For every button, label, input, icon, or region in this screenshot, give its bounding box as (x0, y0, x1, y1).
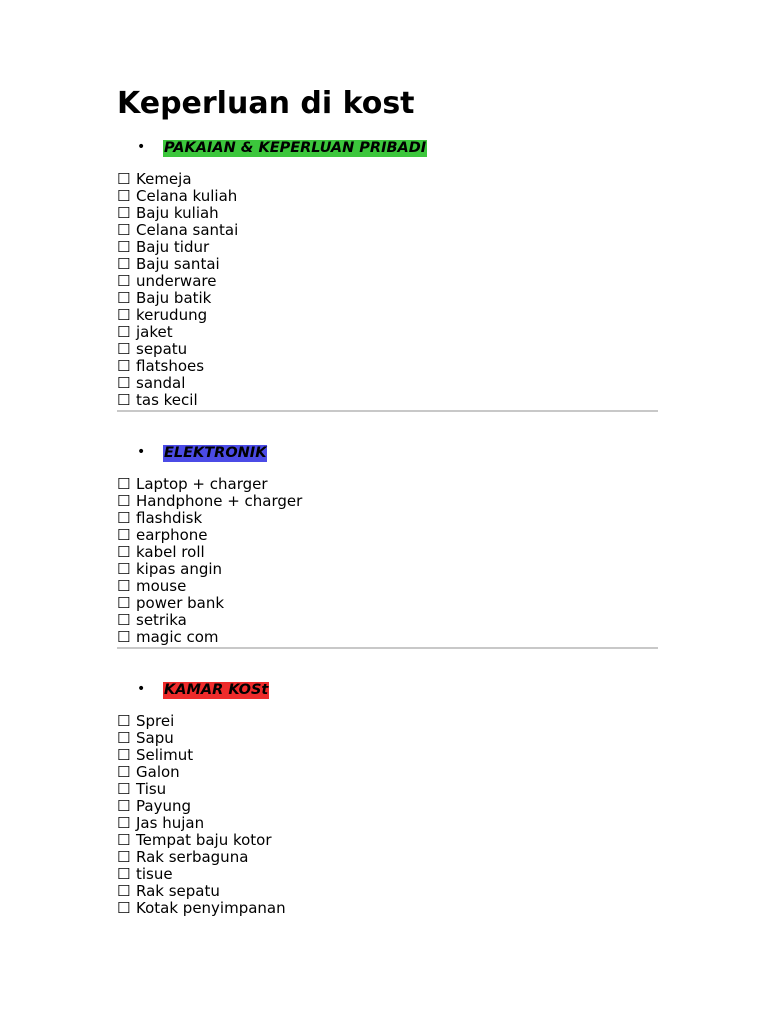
item-label: underware (136, 272, 217, 290)
item-label: Tisu (136, 780, 167, 798)
checkbox-icon[interactable]: ☐ (117, 712, 131, 730)
item-label: sandal (136, 374, 186, 392)
checklist-item (117, 290, 658, 307)
item-label: Baju batik (136, 289, 212, 307)
checkbox-icon[interactable]: ☐ (117, 272, 131, 290)
item-label: magic com (136, 628, 219, 646)
checklist-item (117, 307, 658, 324)
item-label: Selimut (136, 746, 194, 764)
checklist-item (117, 595, 658, 612)
checkbox-icon[interactable]: ☐ (117, 492, 131, 510)
checkbox-icon[interactable]: ☐ (117, 204, 131, 222)
checkbox-icon[interactable]: ☐ (117, 899, 131, 917)
item-label: Baju kuliah (136, 204, 219, 222)
checklist-item (117, 798, 658, 815)
checklist (117, 171, 658, 409)
checkbox-icon[interactable]: ☐ (117, 543, 131, 561)
checklist-item (117, 832, 658, 849)
section-label: PAKAIAN & KEPERLUAN PRIBADI (164, 140, 427, 156)
item-label: flashdisk (136, 509, 203, 527)
section-kamar-kost (117, 678, 658, 917)
checkbox-icon[interactable]: ☐ (117, 374, 131, 392)
section-pakaian (117, 136, 658, 412)
item-label: tas kecil (136, 391, 198, 409)
checklist (117, 476, 658, 646)
bullet-icon: • (137, 681, 146, 697)
checkbox-icon[interactable]: ☐ (117, 475, 131, 493)
checklist-item (117, 493, 658, 510)
checkbox-icon[interactable]: ☐ (117, 628, 131, 646)
item-label: tisue (136, 865, 173, 883)
checkbox-icon[interactable]: ☐ (117, 509, 131, 527)
section-label: ELEKTRONIK (164, 445, 267, 461)
checkbox-icon[interactable]: ☐ (117, 797, 131, 815)
checkbox-icon[interactable]: ☐ (117, 560, 131, 578)
checklist-item (117, 256, 658, 273)
checkbox-icon[interactable]: ☐ (117, 729, 131, 747)
checklist-item (117, 171, 658, 188)
checklist-item (117, 730, 658, 747)
checklist-item (117, 883, 658, 900)
checklist-item (117, 866, 658, 883)
checkbox-icon[interactable]: ☐ (117, 391, 131, 409)
item-label: mouse (136, 577, 187, 595)
item-label: setrika (136, 611, 187, 629)
checklist-item (117, 392, 658, 409)
checklist-item (117, 815, 658, 832)
checklist-item (117, 747, 658, 764)
checklist-item (117, 764, 658, 781)
item-label: Rak serbaguna (136, 848, 249, 866)
checkbox-icon[interactable]: ☐ (117, 255, 131, 273)
bullet-icon: • (137, 139, 146, 155)
item-label: Celana kuliah (136, 187, 238, 205)
checklist-item (117, 849, 658, 866)
checklist-item (117, 205, 658, 222)
checklist-item (117, 713, 658, 730)
item-label: Handphone + charger (136, 492, 303, 510)
item-label: Payung (136, 797, 191, 815)
item-label: Tempat baju kotor (136, 831, 272, 849)
checklist-item (117, 612, 658, 629)
checkbox-icon[interactable]: ☐ (117, 763, 131, 781)
item-label: Baju santai (136, 255, 220, 273)
checklist-item (117, 781, 658, 798)
bullet-icon: • (137, 444, 146, 460)
item-label: sepatu (136, 340, 188, 358)
checkbox-icon[interactable]: ☐ (117, 882, 131, 900)
item-label: Sapu (136, 729, 174, 747)
section-elektronik (117, 441, 658, 649)
section-heading (117, 136, 658, 158)
item-label: Kemeja (136, 170, 192, 188)
checkbox-icon[interactable]: ☐ (117, 814, 131, 832)
item-label: kerudung (136, 306, 208, 324)
checklist-item (117, 561, 658, 578)
checklist-item (117, 239, 658, 256)
checklist-item (117, 375, 658, 392)
section-divider (117, 410, 658, 412)
checklist-item (117, 324, 658, 341)
section-label: KAMAR KOSt (164, 682, 269, 698)
checkbox-icon[interactable]: ☐ (117, 831, 131, 849)
checkbox-icon[interactable]: ☐ (117, 577, 131, 595)
checkbox-icon[interactable]: ☐ (117, 221, 131, 239)
checkbox-icon[interactable]: ☐ (117, 340, 131, 358)
page-title: Keperluan di kost (117, 86, 415, 121)
item-label: Sprei (136, 712, 175, 730)
checklist-item (117, 544, 658, 561)
checklist-item (117, 578, 658, 595)
item-label: Laptop + charger (136, 475, 268, 493)
section-heading (117, 441, 658, 463)
item-label: kipas angin (136, 560, 223, 578)
item-label: Kotak penyimpanan (136, 899, 286, 917)
checkbox-icon[interactable]: ☐ (117, 187, 131, 205)
checkbox-icon[interactable]: ☐ (117, 323, 131, 341)
checkbox-icon[interactable]: ☐ (117, 746, 131, 764)
item-label: Jas hujan (136, 814, 205, 832)
item-label: jaket (136, 323, 173, 341)
checkbox-icon[interactable]: ☐ (117, 594, 131, 612)
checklist-item (117, 476, 658, 493)
item-label: flatshoes (136, 357, 205, 375)
checkbox-icon[interactable]: ☐ (117, 526, 131, 544)
checklist-item (117, 222, 658, 239)
item-label: kabel roll (136, 543, 205, 561)
checklist-item (117, 341, 658, 358)
checkbox-icon[interactable]: ☐ (117, 848, 131, 866)
checkbox-icon[interactable]: ☐ (117, 306, 131, 324)
section-divider (117, 647, 658, 649)
checklist-item (117, 273, 658, 290)
item-label: Rak sepatu (136, 882, 220, 900)
item-label: Galon (136, 763, 180, 781)
checklist-item (117, 900, 658, 917)
checklist-item (117, 510, 658, 527)
checkbox-icon[interactable]: ☐ (117, 780, 131, 798)
item-label: Celana santai (136, 221, 239, 239)
item-label: power bank (136, 594, 225, 612)
section-heading (117, 678, 658, 700)
checkbox-icon[interactable]: ☐ (117, 238, 131, 256)
checklist (117, 713, 658, 917)
checkbox-icon[interactable]: ☐ (117, 865, 131, 883)
document-page (117, 84, 658, 917)
checklist-item (117, 358, 658, 375)
checkbox-icon[interactable]: ☐ (117, 289, 131, 307)
checklist-item (117, 629, 658, 646)
checklist-item (117, 188, 658, 205)
item-label: earphone (136, 526, 208, 544)
checkbox-icon[interactable]: ☐ (117, 170, 131, 188)
item-label: Baju tidur (136, 238, 210, 256)
checklist-item (117, 527, 658, 544)
checkbox-icon[interactable]: ☐ (117, 611, 131, 629)
checkbox-icon[interactable]: ☐ (117, 357, 131, 375)
